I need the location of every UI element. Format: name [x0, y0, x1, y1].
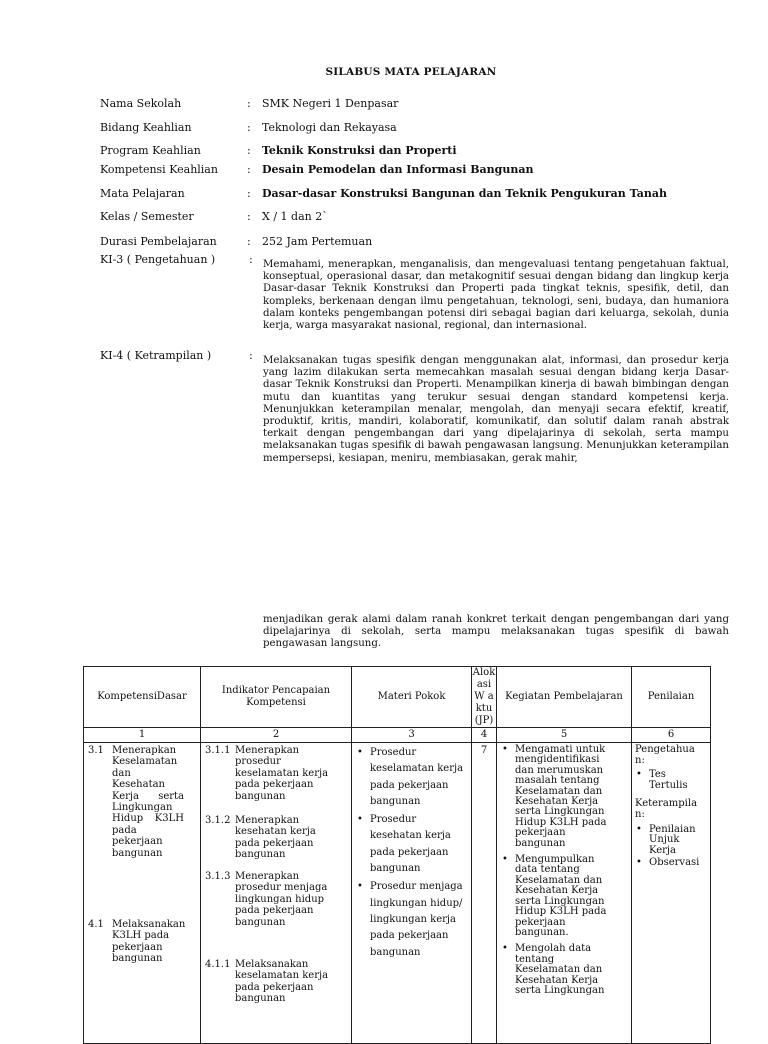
- kegiatan-list: [501, 745, 617, 1002]
- list-item: • Observasi: [635, 858, 707, 869]
- info-label: Program Keahlian: [100, 144, 201, 157]
- ki3-label: KI-3 ( Pengetahuan ): [100, 253, 216, 266]
- column-header-kompetensi-dasar: KompetensiDasar: [84, 667, 201, 728]
- cell-kompetensi-dasar: [84, 743, 201, 1044]
- info-label: Nama Sekolah: [100, 97, 182, 110]
- table-row: [84, 743, 711, 1044]
- list-item: • Tes Tertulis: [635, 770, 707, 791]
- ki4-label: KI-4 ( Ketrampilan ): [100, 349, 212, 362]
- info-value: 252 Jam Pertemuan: [262, 235, 373, 248]
- info-label: Kelas / Semester: [100, 210, 194, 223]
- cell-indikator: [201, 743, 352, 1044]
- column-header-kegiatan-pembelajaran: Kegiatan Pembelajaran: [497, 667, 632, 728]
- indikator-number: 3.1.2: [205, 815, 231, 826]
- info-value: Teknologi dan Rekayasa: [262, 121, 397, 134]
- indikator-text: Menerapkan prosedur menjaga lingkungan hidup pada pekerjaan bangunan: [235, 871, 328, 928]
- info-colon: :: [247, 97, 251, 110]
- info-label: Bidang Keahlian: [100, 121, 192, 134]
- list-item: • Mengolah data tentang Keselamatan dan Kesehatan Kerja serta Lingkungan: [501, 944, 617, 996]
- syllabus-table: [83, 666, 711, 1044]
- indikator-number: 3.1.3: [205, 871, 231, 882]
- ki4-colon: :: [249, 349, 253, 362]
- document-title: SILABUS MATA PELAJARAN: [325, 66, 497, 78]
- penilaian-keterampilan-label: Keterampila n:: [635, 798, 698, 820]
- indikator-text: Melaksanakan keselamatan kerja pada pekerjaan bangunan: [235, 959, 329, 1005]
- info-colon: :: [247, 187, 251, 200]
- column-number: 2: [201, 728, 352, 743]
- cell-alokasi-waktu: [472, 743, 497, 1044]
- kd-number: 4.1: [88, 919, 104, 930]
- info-label: Durasi Pembelajaran: [100, 235, 217, 248]
- info-label: Mata Pelajaran: [100, 187, 185, 200]
- penilaian-keterampilan-list: [635, 825, 707, 869]
- info-value: X / 1 dan 2`: [262, 210, 328, 223]
- column-number: 1: [84, 728, 201, 743]
- ki3-text: Memahami, menerapkan, menganalisis, dan mengevaluasi tentang pengetahuan faktual, konseptual, operasional dasar, dan metakognitif sesuai dengan bidang dan lingkup kerja Dasar-dasar Teknik Konstruksi dan Properti pada tingkat teknis, spesifik, detil, dan kompleks, berkenaan dengan ilmu pengetahuan, teknologi, seni, budaya, dan humaniora dalam konteks pengembangan potensi diri sebagai bagian dari keluarga, sekolah, dunia kerja, warga masyarakat nasional, regional, dan internasional.: [263, 259, 729, 332]
- kd-number: 3.1: [88, 745, 104, 756]
- info-label: Kompetensi Keahlian: [100, 163, 218, 176]
- penilaian-content: [635, 745, 707, 877]
- ki4-continuation-text: menjadikan gerak alami dalam ranah konkret terkait dengan pengembangan dari yang dipelajarinya di sekolah, serta mampu melaksanakan tugas spesifik di bawah pengawasan langsung.: [263, 614, 729, 650]
- column-number: 4: [472, 728, 497, 743]
- list-item: • Prosedur menjaga lingkungan hidup/ lingkungan kerja pada pekerjaan bangunan: [356, 879, 464, 960]
- info-colon: :: [247, 210, 251, 223]
- list-item: • Mengamati untuk mengidentifikasi dan merumuskan masalah tentang Keselamatan dan Kesehatan Kerja serta Lingkungan Hidup K3LH pada pekerjaan bangunan: [501, 745, 617, 849]
- table-header-row: [84, 667, 711, 728]
- info-colon: :: [247, 235, 251, 248]
- info-colon: :: [247, 121, 251, 134]
- column-number-row: [84, 728, 711, 743]
- ki4-text: Melaksanakan tugas spesifik dengan menggunakan alat, informasi, dan prosedur kerja yang lazim dilakukan serta memecahkan masalah sesuai dengan bidang kerja Dasar-dasar Teknik Konstruksi dan Properti. Menampilkan kinerja di bawah bimbingan dengan mutu dan kuantitas yang terukur sesuai dengan standard kompetensi kerja. Menunjukkan keterampilan menalar, mengolah, dan menyaji secara efektif, kreatif, produktif, kritis, mandiri, kolaboratif, komunikatif, dan solutif dalam ranah abstrak terkait dengan pengembangan dari yang dipelajarinya di sekolah, serta mampu melaksanakan tugas spesifik di bawah pengawasan langsung. Menunjukkan keterampilan mempersepsi, kesiapan, meniru, membiasakan, gerak mahir,: [263, 355, 729, 464]
- column-number: 3: [352, 728, 472, 743]
- indikator-number: 4.1.1: [205, 959, 231, 970]
- info-colon: :: [247, 144, 251, 157]
- list-item: • Mengumpulkan data tentang Keselamatan dan Kesehatan Kerja serta Lingkungan Hidup K3LH pada pekerjaan bangunan.: [501, 855, 617, 938]
- info-value: Desain Pemodelan dan Informasi Bangunan: [262, 163, 534, 176]
- indikator-number: 3.1.1: [205, 745, 231, 756]
- cell-materi-pokok: [352, 743, 472, 1044]
- cell-kegiatan-pembelajaran: [497, 743, 632, 1044]
- cell-penilaian: [632, 743, 711, 1044]
- info-colon: :: [247, 163, 251, 176]
- kd-text: Menerapkan Keselamatan dan Kesehatan Kerja serta Lingkungan Hidup K3LH pada pekerjaan bangunan: [112, 745, 184, 859]
- indikator-text: Menerapkan prosedur keselamatan kerja pada pekerjaan bangunan: [235, 745, 329, 802]
- column-header-penilaian: Penilaian: [632, 667, 711, 728]
- list-item: • Prosedur keselamatan kerja pada pekerjaan bangunan: [356, 745, 464, 810]
- penilaian-pengetahuan-label: Pengetahua n:: [635, 744, 695, 766]
- penilaian-pengetahuan-list: [635, 770, 707, 791]
- kd-text: Melaksanakan K3LH pada pekerjaan bangunan: [112, 919, 186, 965]
- info-value: Teknik Konstruksi dan Properti: [262, 144, 457, 157]
- column-number: 5: [497, 728, 632, 743]
- column-header-materi-pokok: Materi Pokok: [352, 667, 472, 728]
- alokasi-value: 7: [480, 745, 488, 756]
- materi-list: [356, 745, 464, 963]
- list-item: • Prosedur kesehatan kerja pada pekerjaan bangunan: [356, 812, 464, 877]
- column-number: 6: [632, 728, 711, 743]
- column-header-indikator: Indikator Pencapaian Kompetensi: [201, 667, 352, 728]
- list-item: • Penilaian Unjuk Kerja: [635, 825, 707, 857]
- indikator-text: Menerapkan kesehatan kerja pada pekerjaan bangunan: [235, 815, 316, 861]
- ki3-colon: :: [249, 253, 253, 266]
- column-header-alokasi-waktu: Alok asiW aktu (JP): [472, 667, 496, 726]
- info-value: SMK Negeri 1 Denpasar: [262, 97, 399, 110]
- info-value: Dasar-dasar Konstruksi Bangunan dan Teknik Pengukuran Tanah: [262, 187, 667, 200]
